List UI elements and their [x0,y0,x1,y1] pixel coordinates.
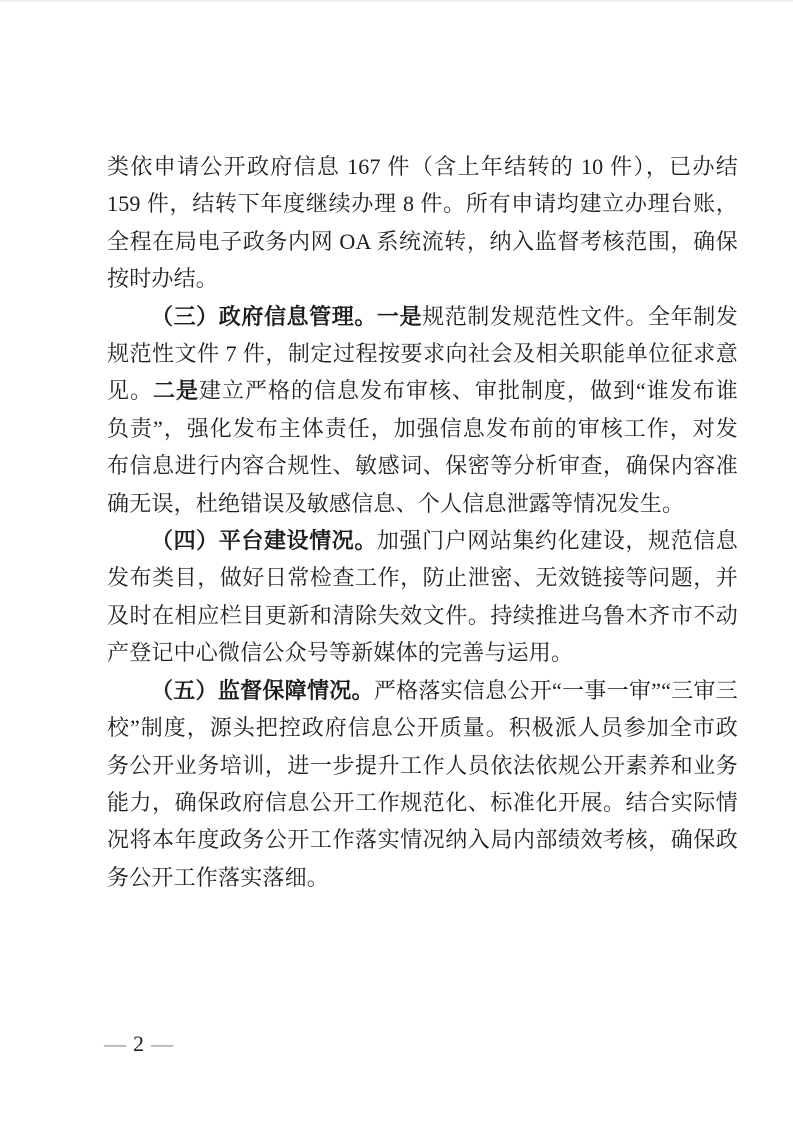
body-text: 建立严格的信息发布审核、审批制度，做到“谁发布谁负责”，强化发布主体责任，加强信息发布前的审核工作，对发布信息进行内容合规性、敏感词、保密等分析审查，确保内容准确无误，杜绝错误及敏感信息、个人信息泄露等情况发生。 [107,378,739,516]
page-footer [104,1030,173,1058]
page-number: 2 [133,1031,144,1056]
paragraph [107,298,738,522]
emphasis-text: 一是 [376,303,423,329]
body-text: 类依申请公开政府信息 167 件（含上年结转的 10 件），已办结 159 件，结转下年度继续办理 8 件。所有申请均建立办理台账，全程在局电子政务内网 OA 系统流转，纳入监督考核范围，确保按时办结。 [107,154,738,292]
paragraph [107,522,738,672]
page-number-dash-right: — [151,1031,173,1056]
emphasis-text: （五）监督保障情况。 [151,677,374,703]
body-text: 加强门户网站集约化建设，规范信息发布类目，做好日常检查工作，防止泄密、无效链接等问题，并及时在相应栏目更新和清除失效文件。持续推进乌鲁木齐市不动产登记中心微信公众号等新媒体的完善与运用。 [107,528,738,666]
emphasis-text: （四）平台建设情况。 [151,528,377,554]
paragraph [107,672,738,896]
body-text: 规范制发规范性文件。全年制发规范性文件 7 件，制定过程按要求向社会及相关职能单位征求意见。 [107,303,738,404]
paragraph [107,148,738,298]
emphasis-text: （三）政府信息管理。 [151,303,377,329]
emphasis-text: 二是 [153,378,200,404]
body-text: 严格落实信息公开“一事一审”“三审三校”制度，源头把控政府信息公开质量。积极派人员参加全市政务公开业务培训，进一步提升工作人员依法依规公开素养和业务能力，确保政府信息公开工作规范化、标准化开展。结合实际情况将本年度政务公开工作落实情况纳入局内部绩效考核，确保政务公开工作落实落细。 [107,677,738,890]
document-body [107,148,738,896]
page-number-dash-left: — [104,1031,126,1056]
